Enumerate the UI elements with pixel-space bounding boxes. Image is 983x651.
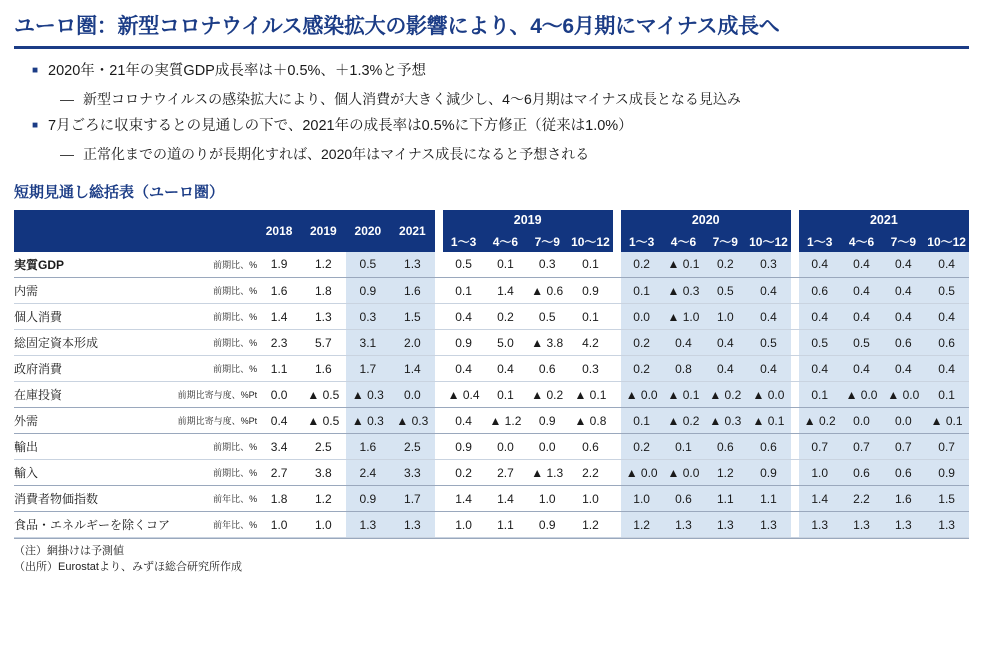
header-gap — [791, 210, 799, 252]
cell-q2019: ▲ 0.1 — [568, 382, 613, 408]
cell-q2021: 0.7 — [841, 434, 883, 460]
header-quarter: 4～6 — [841, 231, 883, 252]
cell-q2020: 0.9 — [746, 460, 791, 486]
cell-q2021: 0.5 — [924, 278, 969, 304]
cell-q2019: 0.3 — [526, 252, 568, 278]
cell-q2021: 1.0 — [799, 460, 841, 486]
cell-q2020: 1.3 — [746, 512, 791, 538]
row-label: 輸出 — [14, 434, 170, 460]
cell-annual: 2.4 — [346, 460, 391, 486]
cell-annual: 2.5 — [390, 434, 435, 460]
cell-annual: 3.4 — [257, 434, 301, 460]
table-row — [14, 278, 969, 304]
cell-q2021: 1.3 — [882, 512, 924, 538]
cell-q2020: 1.3 — [704, 512, 746, 538]
cell-q2021: 0.7 — [882, 434, 924, 460]
row-label: 食品・エネルギーを除くコア — [14, 512, 170, 538]
cell-q2019: 0.4 — [443, 356, 485, 382]
header-gap — [435, 210, 443, 252]
cell-q2021: 0.4 — [924, 356, 969, 382]
table-row — [14, 382, 969, 408]
cell-q2019: 0.1 — [568, 304, 613, 330]
cell-q2019: ▲ 1.2 — [485, 408, 527, 434]
row-label: 消費者物価指数 — [14, 486, 170, 512]
cell-q2020: 0.2 — [621, 356, 663, 382]
cell-annual: 1.4 — [257, 304, 301, 330]
cell-q2019: 0.3 — [568, 356, 613, 382]
column-gap — [435, 434, 443, 460]
header-quarter: 1～3 — [621, 231, 663, 252]
cell-q2020: ▲ 0.1 — [746, 408, 791, 434]
row-unit: 前期比、% — [170, 460, 257, 486]
column-gap — [613, 278, 621, 304]
column-gap — [613, 382, 621, 408]
cell-q2019: 0.1 — [485, 382, 527, 408]
column-gap — [613, 408, 621, 434]
column-gap — [791, 512, 799, 538]
cell-q2019: ▲ 3.8 — [526, 330, 568, 356]
column-gap — [613, 252, 621, 278]
column-gap — [613, 434, 621, 460]
cell-q2020: 0.4 — [704, 356, 746, 382]
cell-q2019: 1.4 — [443, 486, 485, 512]
cell-annual: 3.1 — [346, 330, 391, 356]
cell-q2020: 0.8 — [663, 356, 705, 382]
cell-q2020: 0.4 — [746, 356, 791, 382]
cell-q2020: 1.3 — [663, 512, 705, 538]
cell-q2021: 0.1 — [799, 382, 841, 408]
cell-q2019: 0.5 — [443, 252, 485, 278]
cell-q2020: 0.4 — [704, 330, 746, 356]
header-year-2021: 2021 — [390, 210, 435, 252]
column-gap — [613, 330, 621, 356]
cell-q2019: 0.9 — [526, 408, 568, 434]
bullet-marker-dash-icon: ― — [60, 145, 74, 162]
cell-q2021: 1.5 — [924, 486, 969, 512]
cell-annual: 1.2 — [301, 252, 346, 278]
row-unit: 前期比、% — [170, 434, 257, 460]
cell-q2021: ▲ 0.1 — [924, 408, 969, 434]
cell-q2021: 0.7 — [799, 434, 841, 460]
cell-q2019: 0.2 — [485, 304, 527, 330]
cell-q2019: 0.9 — [443, 330, 485, 356]
bullet-marker-square-icon: ■ — [32, 65, 39, 77]
column-gap — [435, 278, 443, 304]
cell-q2020: 0.1 — [621, 278, 663, 304]
column-gap — [435, 512, 443, 538]
cell-q2021: 1.6 — [882, 486, 924, 512]
cell-annual: ▲ 0.5 — [301, 408, 346, 434]
cell-q2021: 0.4 — [882, 278, 924, 304]
header-group-2019: 2019 — [443, 210, 613, 231]
cell-q2021: 0.4 — [841, 304, 883, 330]
cell-q2019: 1.4 — [485, 278, 527, 304]
cell-q2021: 0.6 — [882, 330, 924, 356]
cell-q2021: ▲ 0.0 — [882, 382, 924, 408]
header-quarter: 7～9 — [704, 231, 746, 252]
cell-q2020: 0.4 — [746, 278, 791, 304]
cell-q2020: ▲ 0.2 — [704, 382, 746, 408]
header-corner-blank — [14, 210, 170, 252]
table-row — [14, 434, 969, 460]
table-row — [14, 330, 969, 356]
cell-annual: 2.3 — [257, 330, 301, 356]
cell-q2020: 0.6 — [663, 486, 705, 512]
cell-annual: 5.7 — [301, 330, 346, 356]
cell-q2020: 0.5 — [746, 330, 791, 356]
cell-q2019: ▲ 0.8 — [568, 408, 613, 434]
column-gap — [613, 356, 621, 382]
cell-q2019: 0.0 — [526, 434, 568, 460]
row-unit: 前年比、% — [170, 512, 257, 538]
header-gap — [613, 210, 621, 252]
cell-q2021: 1.3 — [841, 512, 883, 538]
column-gap — [791, 486, 799, 512]
cell-q2019: 2.7 — [485, 460, 527, 486]
bullet-marker-dash-icon: ― — [60, 90, 74, 107]
page-title: ユーロ圏：新型コロナウイルス感染拡大の影響により、4～6月期にマイナス成長へ — [14, 15, 780, 38]
row-label: 在庫投資 — [14, 382, 170, 408]
cell-q2020: 0.2 — [621, 434, 663, 460]
cell-q2021: 1.3 — [924, 512, 969, 538]
cell-q2019: 4.2 — [568, 330, 613, 356]
cell-annual: 1.6 — [257, 278, 301, 304]
column-gap — [791, 382, 799, 408]
cell-q2021: 0.4 — [799, 304, 841, 330]
cell-q2019: 1.1 — [485, 512, 527, 538]
forecast-table — [14, 210, 969, 539]
cell-q2021: 0.7 — [924, 434, 969, 460]
cell-q2019: 2.2 — [568, 460, 613, 486]
cell-q2020: ▲ 1.0 — [663, 304, 705, 330]
column-gap — [435, 382, 443, 408]
row-unit: 前期比、% — [170, 304, 257, 330]
bullet-item — [60, 144, 969, 165]
cell-q2020: 1.0 — [621, 486, 663, 512]
cell-q2021: 0.6 — [841, 460, 883, 486]
cell-q2019: 0.2 — [443, 460, 485, 486]
cell-q2019: 1.4 — [485, 486, 527, 512]
bullet-text: 7月ごろに収束するとの見通しの下で、2021年の成長率は0.5%に下方修正（従来は1.0%） — [48, 117, 633, 134]
cell-q2020: 1.2 — [704, 460, 746, 486]
cell-annual: 1.9 — [257, 252, 301, 278]
cell-q2020: 0.6 — [704, 434, 746, 460]
cell-annual: 0.9 — [346, 278, 391, 304]
bullet-item — [60, 89, 969, 110]
cell-annual: 0.4 — [257, 408, 301, 434]
column-gap — [791, 460, 799, 486]
column-gap — [791, 408, 799, 434]
cell-q2019: 5.0 — [485, 330, 527, 356]
cell-q2019: ▲ 1.3 — [526, 460, 568, 486]
cell-q2021: 0.5 — [841, 330, 883, 356]
cell-q2021: 2.2 — [841, 486, 883, 512]
cell-annual: 0.5 — [346, 252, 391, 278]
row-label: 個人消費 — [14, 304, 170, 330]
cell-q2020: 0.4 — [746, 304, 791, 330]
cell-q2019: 0.9 — [443, 434, 485, 460]
cell-q2020: 1.2 — [621, 512, 663, 538]
cell-q2021: 0.4 — [841, 252, 883, 278]
cell-q2021: 0.4 — [799, 356, 841, 382]
column-gap — [613, 460, 621, 486]
cell-q2019: 0.4 — [485, 356, 527, 382]
cell-q2021: 0.4 — [882, 304, 924, 330]
cell-q2021: 0.4 — [799, 252, 841, 278]
cell-q2020: 0.0 — [621, 304, 663, 330]
cell-q2020: 0.1 — [621, 408, 663, 434]
cell-annual: 1.3 — [301, 304, 346, 330]
column-gap — [791, 304, 799, 330]
cell-annual: ▲ 0.3 — [390, 408, 435, 434]
cell-q2021: 0.4 — [924, 252, 969, 278]
table-row — [14, 460, 969, 486]
cell-annual: 1.8 — [257, 486, 301, 512]
column-gap — [791, 278, 799, 304]
cell-q2020: 1.0 — [704, 304, 746, 330]
cell-annual: 0.0 — [257, 382, 301, 408]
cell-q2020: 1.1 — [746, 486, 791, 512]
notes-block — [14, 544, 969, 576]
cell-annual: 1.5 — [390, 304, 435, 330]
header-quarter: 7～9 — [882, 231, 924, 252]
cell-q2021: 0.6 — [924, 330, 969, 356]
row-label: 政府消費 — [14, 356, 170, 382]
cell-q2020: ▲ 0.2 — [663, 408, 705, 434]
cell-q2021: 0.4 — [882, 252, 924, 278]
cell-q2020: ▲ 0.1 — [663, 382, 705, 408]
cell-annual: 1.4 — [390, 356, 435, 382]
row-unit: 前年比、% — [170, 486, 257, 512]
column-gap — [791, 252, 799, 278]
header-quarter: 7～9 — [526, 231, 568, 252]
header-quarter: 4～6 — [663, 231, 705, 252]
cell-q2021: 0.0 — [841, 408, 883, 434]
table-row — [14, 408, 969, 434]
header-quarter: 1～3 — [443, 231, 485, 252]
cell-q2021: 1.4 — [799, 486, 841, 512]
cell-q2019: 0.5 — [526, 304, 568, 330]
table-row — [14, 486, 969, 512]
cell-annual: 1.7 — [346, 356, 391, 382]
column-gap — [435, 304, 443, 330]
bullet-text: 正常化までの道のりが長期化すれば、2020年はマイナス成長になると予想される — [83, 145, 590, 162]
cell-q2020: ▲ 0.3 — [663, 278, 705, 304]
cell-q2021: 0.5 — [799, 330, 841, 356]
cell-q2019: 1.2 — [568, 512, 613, 538]
title-divider — [14, 46, 969, 49]
header-quarter: 10～12 — [746, 231, 791, 252]
row-label: 輸入 — [14, 460, 170, 486]
column-gap — [791, 356, 799, 382]
header-year-2018: 2018 — [257, 210, 301, 252]
cell-q2019: 1.0 — [568, 486, 613, 512]
cell-annual: 1.6 — [390, 278, 435, 304]
cell-q2020: 0.2 — [621, 330, 663, 356]
row-unit: 前期比、% — [170, 278, 257, 304]
column-gap — [791, 330, 799, 356]
column-gap — [435, 460, 443, 486]
bullet-item — [32, 116, 969, 138]
bullet-marker-square-icon: ■ — [32, 119, 39, 131]
cell-q2021: ▲ 0.0 — [841, 382, 883, 408]
cell-q2020: 0.4 — [663, 330, 705, 356]
table-row — [14, 356, 969, 382]
cell-q2020: 0.5 — [704, 278, 746, 304]
cell-annual: 1.0 — [257, 512, 301, 538]
cell-q2019: 1.0 — [526, 486, 568, 512]
cell-annual: 0.9 — [346, 486, 391, 512]
cell-annual: 1.8 — [301, 278, 346, 304]
table-header-row-years — [14, 210, 969, 231]
column-gap — [613, 304, 621, 330]
cell-annual: 2.0 — [390, 330, 435, 356]
header-group-2020: 2020 — [621, 210, 791, 231]
cell-annual: 1.3 — [390, 252, 435, 278]
cell-q2021: 0.4 — [841, 278, 883, 304]
cell-q2019: 0.1 — [568, 252, 613, 278]
row-unit: 前期比寄与度、%Pt — [170, 382, 257, 408]
cell-q2020: 0.3 — [746, 252, 791, 278]
cell-q2019: 0.1 — [485, 252, 527, 278]
cell-q2019: 0.9 — [568, 278, 613, 304]
table-row — [14, 304, 969, 330]
cell-annual: ▲ 0.5 — [301, 382, 346, 408]
cell-q2021: 0.4 — [882, 356, 924, 382]
column-gap — [435, 330, 443, 356]
cell-q2020: ▲ 0.3 — [704, 408, 746, 434]
cell-q2019: ▲ 0.6 — [526, 278, 568, 304]
cell-q2020: 0.2 — [704, 252, 746, 278]
row-label: 総固定資本形成 — [14, 330, 170, 356]
cell-q2020: 0.6 — [746, 434, 791, 460]
notes-divider — [14, 538, 969, 539]
column-gap — [613, 486, 621, 512]
bullet-item — [32, 61, 969, 83]
cell-q2019: ▲ 0.2 — [526, 382, 568, 408]
table-body — [14, 252, 969, 538]
cell-annual: ▲ 0.3 — [346, 382, 391, 408]
header-quarter: 4～6 — [485, 231, 527, 252]
cell-annual: 1.7 — [390, 486, 435, 512]
cell-annual: 1.6 — [346, 434, 391, 460]
cell-q2019: 0.9 — [526, 512, 568, 538]
cell-annual: 1.6 — [301, 356, 346, 382]
table-row — [14, 252, 969, 278]
cell-q2020: ▲ 0.0 — [663, 460, 705, 486]
row-unit: 前期比、% — [170, 330, 257, 356]
cell-q2020: ▲ 0.0 — [621, 460, 663, 486]
cell-q2021: 0.6 — [882, 460, 924, 486]
cell-q2021: ▲ 0.2 — [799, 408, 841, 434]
column-gap — [435, 486, 443, 512]
cell-annual: 2.7 — [257, 460, 301, 486]
cell-q2020: 0.2 — [621, 252, 663, 278]
cell-q2020: ▲ 0.1 — [663, 252, 705, 278]
row-label: 内需 — [14, 278, 170, 304]
row-unit: 前期比、% — [170, 356, 257, 382]
column-gap — [435, 356, 443, 382]
cell-q2021: 0.9 — [924, 460, 969, 486]
cell-annual: ▲ 0.3 — [346, 408, 391, 434]
cell-annual: 1.3 — [346, 512, 391, 538]
cell-annual: 3.3 — [390, 460, 435, 486]
row-label: 実質GDP — [14, 252, 170, 278]
cell-q2019: 0.4 — [443, 408, 485, 434]
header-year-2019: 2019 — [301, 210, 346, 252]
title-block — [14, 0, 969, 49]
header-year-2020: 2020 — [346, 210, 391, 252]
header-quarter: 10～12 — [568, 231, 613, 252]
cell-q2021: 0.4 — [924, 304, 969, 330]
cell-q2019: 0.6 — [568, 434, 613, 460]
cell-annual: 1.1 — [257, 356, 301, 382]
cell-q2020: ▲ 0.0 — [746, 382, 791, 408]
bullet-text: 2020年・21年の実質GDP成長率は＋0.5%、＋1.3%と予想 — [48, 63, 426, 80]
table-row — [14, 512, 969, 538]
section-heading: 短期見通し総括表（ユーロ圏） — [14, 183, 225, 201]
column-gap — [435, 252, 443, 278]
cell-q2021: 0.6 — [799, 278, 841, 304]
cell-annual: 1.3 — [390, 512, 435, 538]
column-gap — [791, 434, 799, 460]
cell-annual: 0.0 — [390, 382, 435, 408]
cell-q2020: ▲ 0.0 — [621, 382, 663, 408]
bullet-list — [14, 61, 969, 165]
cell-q2021: 0.1 — [924, 382, 969, 408]
column-gap — [435, 408, 443, 434]
row-unit: 前期比、% — [170, 252, 257, 278]
note-line: （注）網掛けは予測値 — [14, 545, 124, 558]
cell-q2019: 0.1 — [443, 278, 485, 304]
cell-q2019: 0.4 — [443, 304, 485, 330]
cell-q2019: 0.0 — [485, 434, 527, 460]
row-label: 外需 — [14, 408, 170, 434]
cell-q2021: 0.0 — [882, 408, 924, 434]
cell-q2019: ▲ 0.4 — [443, 382, 485, 408]
cell-q2021: 1.3 — [799, 512, 841, 538]
header-unit-blank — [170, 210, 257, 252]
cell-q2020: 1.1 — [704, 486, 746, 512]
cell-q2020: 0.1 — [663, 434, 705, 460]
cell-annual: 1.0 — [301, 512, 346, 538]
header-quarter: 10～12 — [924, 231, 969, 252]
cell-q2019: 1.0 — [443, 512, 485, 538]
cell-annual: 3.8 — [301, 460, 346, 486]
cell-annual: 2.5 — [301, 434, 346, 460]
row-unit: 前期比寄与度、%Pt — [170, 408, 257, 434]
column-gap — [613, 512, 621, 538]
cell-annual: 0.3 — [346, 304, 391, 330]
cell-q2019: 0.6 — [526, 356, 568, 382]
header-quarter: 1～3 — [799, 231, 841, 252]
bullet-text: 新型コロナウイルスの感染拡大により、個人消費が大きく減少し、4～6月期はマイナス成長となる見込み — [83, 90, 741, 107]
cell-q2021: 0.4 — [841, 356, 883, 382]
header-group-2021: 2021 — [799, 210, 969, 231]
note-line: （出所）Eurostatより、みずほ総合研究所作成 — [14, 561, 242, 574]
cell-annual: 1.2 — [301, 486, 346, 512]
